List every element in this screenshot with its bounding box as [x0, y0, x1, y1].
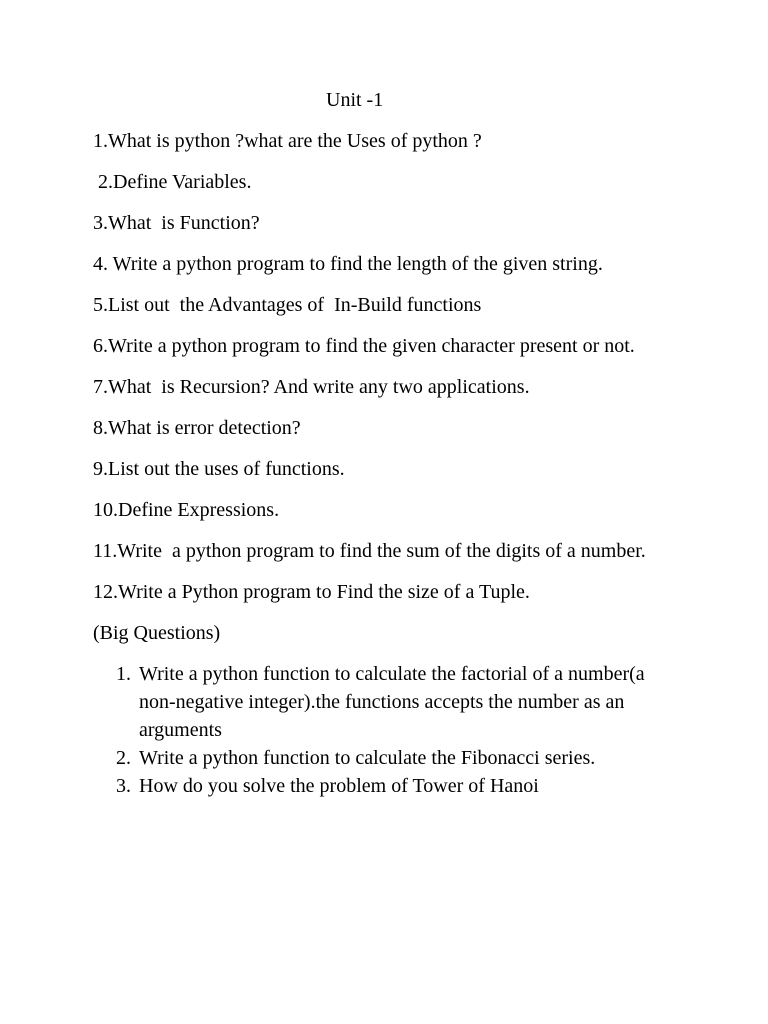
big-question-list	[93, 660, 683, 800]
big-question-text: Write a python function to calculate the factorial of a number(a non-negative integer).the functions accepts the number as an arguments	[139, 663, 645, 741]
question-3: 3.What is Function?	[93, 212, 260, 234]
page-title: Unit -1	[326, 89, 384, 111]
list-number: 3.	[116, 775, 131, 797]
question-6: 6.Write a python program to find the given character present or not.	[93, 335, 635, 357]
question-11: 11.Write a python program to find the sum of the digits of a number.	[93, 540, 646, 562]
question-10: 10.Define Expressions.	[93, 499, 280, 521]
big-question-2	[93, 744, 683, 772]
list-number: 2.	[116, 747, 131, 769]
big-question-text: How do you solve the problem of Tower of Hanoi	[139, 775, 539, 797]
question-5: 5.List out the Advantages of In-Build functions	[93, 294, 482, 316]
big-question-text: Write a python function to calculate the Fibonacci series.	[139, 747, 596, 769]
question-7: 7.What is Recursion? And write any two applications.	[93, 376, 530, 398]
question-2: 2.Define Variables.	[93, 171, 252, 193]
question-12: 12.Write a Python program to Find the size of a Tuple.	[93, 581, 530, 603]
question-list	[93, 127, 683, 800]
big-question-3	[93, 772, 683, 800]
question-4: 4. Write a python program to find the length of the given string.	[93, 253, 603, 275]
question-9: 9.List out the uses of functions.	[93, 458, 345, 480]
big-questions-heading: (Big Questions)	[93, 622, 221, 644]
question-8: 8.What is error detection?	[93, 417, 301, 439]
list-number: 1.	[116, 663, 131, 685]
big-question-1	[93, 660, 683, 744]
question-1: 1.What is python ?what are the Uses of python ?	[93, 130, 482, 152]
